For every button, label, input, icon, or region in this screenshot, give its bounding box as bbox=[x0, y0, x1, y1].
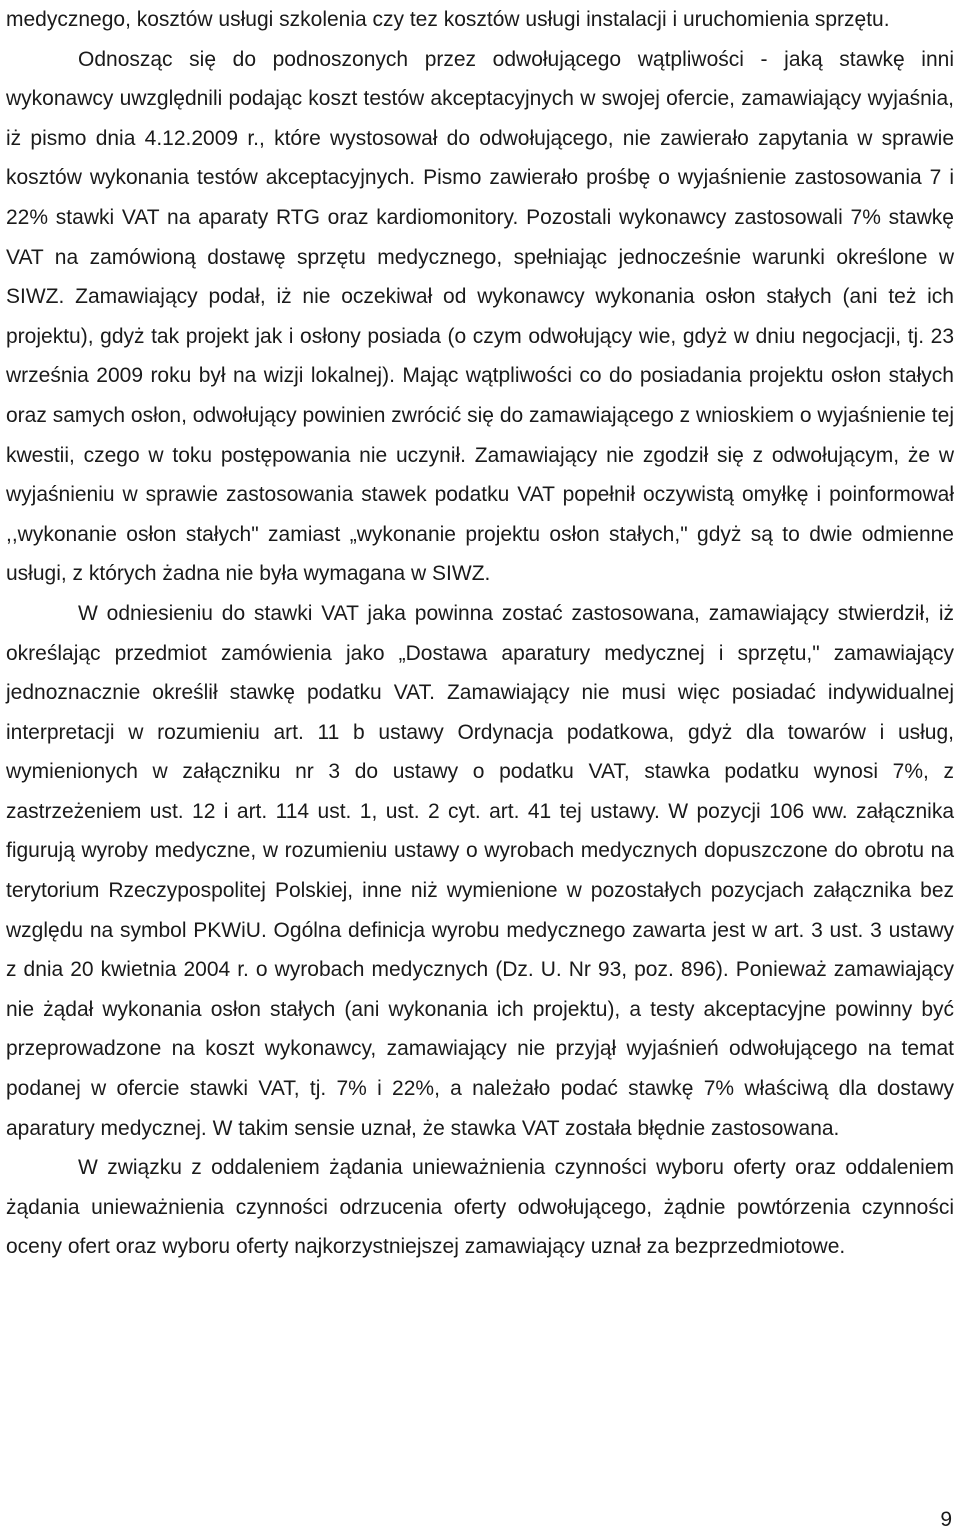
paragraph-vat-rate: W odniesieniu do stawki VAT jaka powinna zostać zastosowana, zamawiający stwierdził, iż określając przedmiot zamówienia jako „Dostawa aparatury medycznej i sprzętu," zamawiający jednoznacznie określił stawkę podatku VAT. Zamawiający nie musi więc posiadać indywidualnej interpretacji w rozumieniu art. 11 b ustawy Ordynacja podatkowa, gdyż dla towarów i usług, wymienionych w załączniku nr 3 do ustawy o podatku VAT, stawka podatku wynosi 7%, z zastrzeżeniem ust. 12 i art. 114 ust. 1, ust. 2 cyt. art. 41 tej ustawy. W pozycji 106 ww. załącznika figurują wyroby medyczne, w rozumieniu ustawy o wyrobach medycznych dopuszczone do obrotu na terytorium Rzeczypospolitej Polskiej, inne niż wymienione w pozostałych pozycjach załącznika bez względu na symbol PKWiU. Ogólna definicja wyrobu medycznego zawarta jest w art. 3 ust. 3 ustawy z dnia 20 kwietnia 2004 r. o wyrobach medycznych (Dz. U. Nr 93, poz. 896). Ponieważ zamawiający nie żądał wykonania osłon stałych (ani wykonania ich projektu), a testy akceptacyjne powinny być przeprowadzone na koszt wykonawcy, zamawiający nie przyjął wyjaśnień odwołującego na temat podanej w ofercie stawki VAT, tj. 7% i 22%, a należało podać stawkę 7% właściwą dla dostawy aparatury medycznej. W takim sensie uznał, że stawka VAT została błędnie zastosowana. bbox=[6, 601, 954, 1140]
paragraph-objections-response: Odnosząc się do podnoszonych przez odwołującego wątpliwości - jaką stawkę inni wykonawcy uwzględnili podając koszt testów akceptacyjnych w swojej ofercie, zamawiający wyjaśnia, iż pismo dnia 4.12.2009 r., które wystosował do odwołującego, nie zawierało zapytania w sprawie kosztów wykonania testów akceptacyjnych. Pismo zawierało prośbę o wyjaśnienie zastosowania 7 i 22% stawki VAT na aparaty RTG oraz kardiomonitory. Pozostali wykonawcy zastosowali 7% stawkę VAT na zamówioną dostawę sprzętu medycznego, spełniając jednocześnie warunki określone w SIWZ. Zamawiający podał, iż nie oczekiwał od wykonawcy wykonania osłon stałych (ani też ich projektu), gdyż tak projekt jak i osłony posiada (o czym odwołujący wie, gdyż w dniu negocjacji, tj. 23 września 2009 roku był na wizji lokalnej). Mając wątpliwości co do posiadania projektu osłon stałych oraz samych osłon, odwołujący powinien zwrócić się do zamawiającego z wnioskiem o wyjaśnienie tej kwestii, czego w toku postępowania nie uczynił. Zamawiający nie zgodził się z odwołującym, że w wyjaśnieniu w sprawie zastosowania stawek podatku VAT popełnił oczywistą omyłkę i poinformował ,,wykonanie osłon stałych" zamiast „wykonanie projektu osłon stałych," gdyż są to dwie odmienne usługi, z których żadna nie była wymagana w SIWZ. bbox=[6, 47, 954, 586]
page-number: 9 bbox=[940, 1508, 952, 1531]
paragraph-continuation: medycznego, kosztów usługi szkolenia czy tez kosztów usługi instalacji i uruchomienia sprzętu. bbox=[6, 8, 890, 31]
document-page bbox=[6, 0, 954, 1267]
paragraph-conclusion: W związku z oddaleniem żądania unieważnienia czynności wyboru oferty oraz oddaleniem żądania unieważnienia czynności odrzucenia oferty odwołującego, żądnie powtórzenia czynności oceny ofert oraz wyboru oferty najkorzystniejszej zamawiający uznał za bezprzedmiotowe. bbox=[6, 1156, 954, 1259]
